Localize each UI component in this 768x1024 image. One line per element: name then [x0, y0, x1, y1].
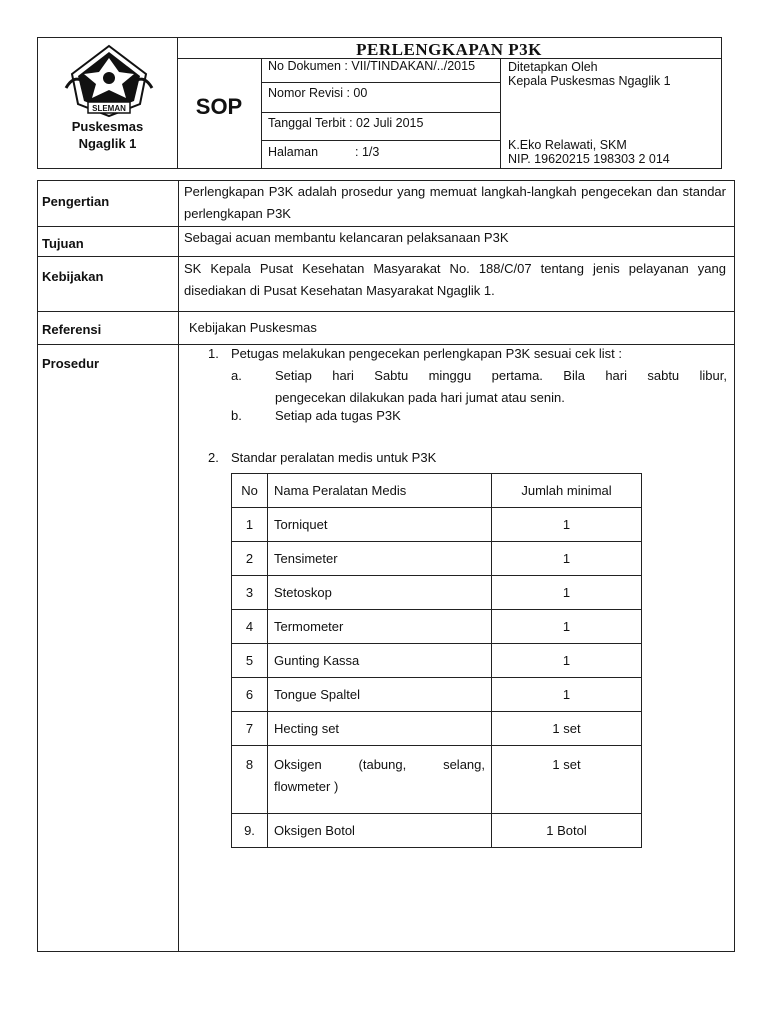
approver-title: Kepala Puskesmas Ngaglik 1 [508, 74, 671, 88]
row-no: 8 [232, 746, 268, 814]
label-tujuan: Tujuan [42, 236, 84, 251]
page-value: : 1/3 [355, 145, 380, 159]
row-no: 2 [232, 542, 268, 576]
row-qty: 1 set [492, 746, 642, 814]
divider [500, 58, 501, 168]
row-name: Gunting Kassa [268, 644, 492, 678]
row-no: 4 [232, 610, 268, 644]
sop-header [37, 37, 722, 169]
org-line2: Ngaglik 1 [78, 136, 137, 151]
row-no: 6 [232, 678, 268, 712]
text-kebijakan: SK Kepala Pusat Kesehatan Masyarakat No. 188/C/07 tentang jenis pelayanan yang disediakan di Pusat Kesehatan Masyarakat Ngaglik 1. [184, 261, 726, 298]
row-name: Stetoskop [268, 576, 492, 610]
label-pengertian: Pengertian [42, 194, 110, 209]
row-name-line2: flowmeter ) [274, 779, 339, 794]
step-1a-line2: pengecekan dilakukan pada hari jumat atau senin. [275, 390, 565, 405]
row-no: 1 [232, 508, 268, 542]
table-row [232, 576, 642, 610]
table-header-row [232, 474, 642, 508]
page-number [268, 145, 379, 159]
issue-date: Tanggal Terbit : 02 Juli 2015 [268, 116, 424, 130]
row-no: 9. [232, 814, 268, 848]
label-kebijakan: Kebijakan [42, 269, 104, 284]
divider [261, 82, 500, 83]
signer-nip: NIP. 19620215 198303 2 014 [508, 152, 670, 166]
sop-body [37, 180, 735, 952]
document-title: PERLENGKAPAN P3K [356, 40, 542, 59]
org-line1: Puskesmas [71, 119, 144, 134]
row-no: 7 [232, 712, 268, 746]
step-1a-line1: Setiap hari Sabtu minggu pertama. Bila hari sabtu libur, [275, 368, 727, 383]
equipment-table [231, 473, 642, 848]
text-pengertian: Perlengkapan P3K adalah prosedur yang memuat langkah-langkah pengecekan dan standar perlengkapan P3K [184, 184, 726, 221]
table-row [232, 746, 642, 814]
row-qty: 1 [492, 542, 642, 576]
revision-number: Nomor Revisi : 00 [268, 86, 368, 100]
col-qty-header: Jumlah minimal [492, 474, 642, 508]
step-2-number: 2. [208, 450, 219, 465]
row-name: Hecting set [268, 712, 492, 746]
divider [38, 256, 734, 257]
row-no: 5 [232, 644, 268, 678]
row-qty: 1 [492, 508, 642, 542]
col-name-header: Nama Peralatan Medis [268, 474, 492, 508]
row-qty: 1 [492, 610, 642, 644]
row-qty: 1 [492, 644, 642, 678]
logo-text: SLEMAN [92, 104, 126, 113]
divider [261, 140, 500, 141]
row-name-line1: Oksigen (tabung, selang, [274, 757, 485, 772]
row-name [268, 746, 492, 814]
signer-name: K.Eko Relawati, SKM [508, 138, 627, 152]
org-name [38, 118, 177, 152]
row-qty: 1 Botol [492, 814, 642, 848]
table-row [232, 508, 642, 542]
approved-by: Ditetapkan Oleh [508, 60, 598, 74]
approval [508, 60, 671, 88]
text-referensi: Kebijakan Puskesmas [189, 320, 317, 335]
row-name: Termometer [268, 610, 492, 644]
page-label: Halaman [268, 145, 319, 159]
label-referensi: Referensi [42, 322, 102, 337]
table-row [232, 678, 642, 712]
row-qty: 1 [492, 576, 642, 610]
sop-label: SOP [195, 94, 243, 119]
text-tujuan: Sebagai acuan membantu kelancaran pelaksanaan P3K [184, 230, 509, 245]
row-qty: 1 [492, 678, 642, 712]
row-name: Torniquet [268, 508, 492, 542]
divider [261, 58, 262, 168]
table-row [232, 814, 642, 848]
doc-number: No Dokumen : VII/TINDAKAN/../2015 [268, 59, 476, 73]
step-1b-text: Setiap ada tugas P3K [275, 408, 401, 423]
row-qty: 1 set [492, 712, 642, 746]
step-1-text: Petugas melakukan pengecekan perlengkapan P3K sesuai cek list : [231, 346, 622, 361]
divider [178, 181, 179, 951]
table-row [232, 542, 642, 576]
table-row [232, 610, 642, 644]
step-1b-letter: b. [231, 408, 242, 423]
step-2-text: Standar peralatan medis untuk P3K [231, 450, 437, 465]
row-name: Tongue Spaltel [268, 678, 492, 712]
sleman-logo [64, 44, 154, 118]
row-no: 3 [232, 576, 268, 610]
step-1-number: 1. [208, 346, 219, 361]
table-row [232, 644, 642, 678]
signer [508, 138, 670, 166]
divider [38, 311, 734, 312]
step-1a-letter: a. [231, 368, 242, 383]
row-name: Oksigen Botol [268, 814, 492, 848]
table-row [232, 712, 642, 746]
divider [261, 112, 500, 113]
row-name: Tensimeter [268, 542, 492, 576]
col-no-header: No [232, 474, 268, 508]
label-prosedur: Prosedur [42, 356, 100, 371]
